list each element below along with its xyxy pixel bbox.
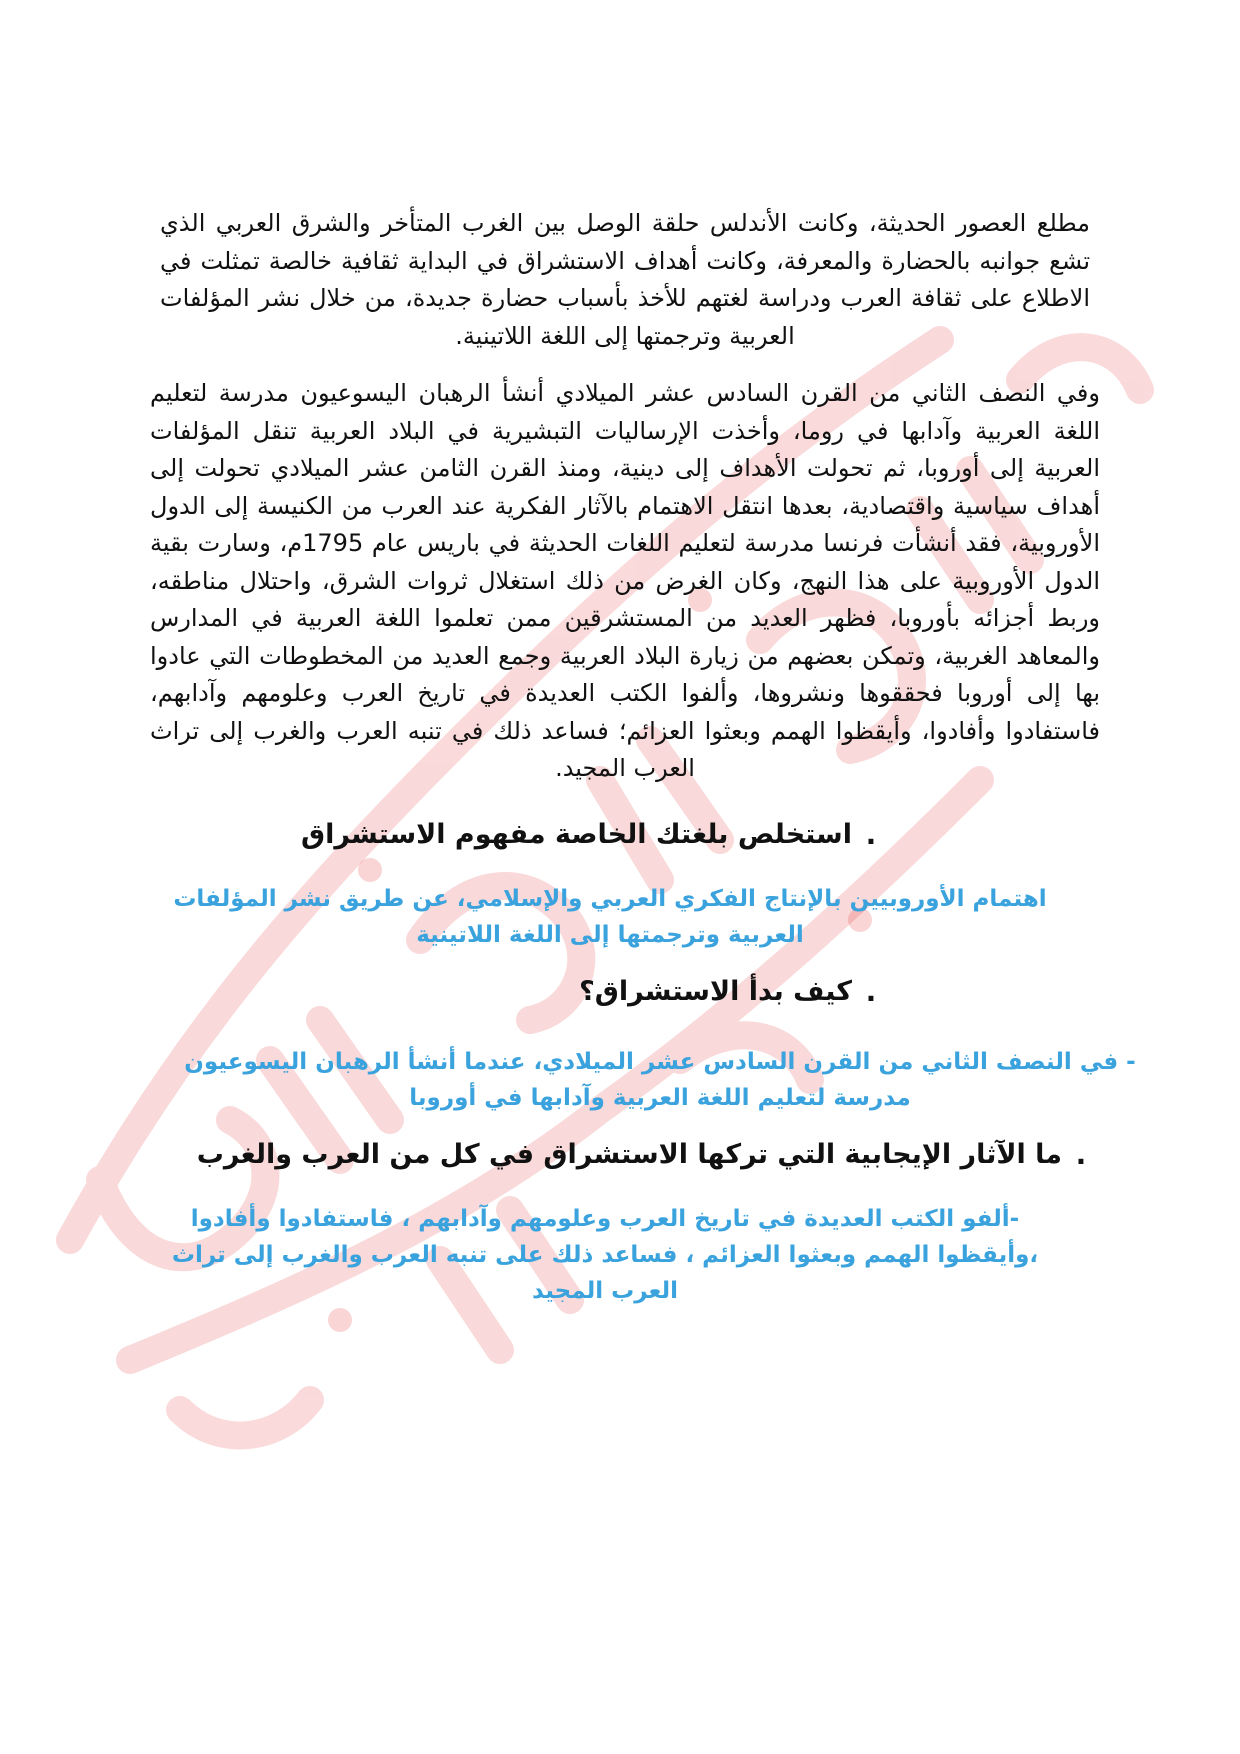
- bullet-icon: .: [865, 974, 877, 1008]
- answer-2: - في النصف الثاني من القرن السادس عشر الميلادي، عندما أنشأ الرهبان اليسوعيون مدرسة لتعليم اللغة العربية وآدابها في أوروبا: [184, 1048, 1136, 1111]
- history-paragraph: وفي النصف الثاني من القرن السادس عشر الميلادي أنشأ الرهبان اليسوعيون مدرسة لتعليم اللغة العربية وآدابها في روما، وأخذت الإرساليات التبشيرية في البلاد العربية تنقل المؤلفات العربية إلى أوروبا، ثم تحولت الأهداف إلى دينية، ومنذ القرن الثامن عشر الميلادي تحولت إلى أهداف سياسية واقتصادية، بعدها انتقل الاهتمام بالآثار الفكرية عند العرب من الكنيسة إلى الدول الأوروبية، فقد أنشأت فرنسا مدرسة لتعليم اللغات الحديثة في باريس عام 1795م، وسارت بقية الدول الأوروبية على هذا النهج، وكان الغرض من ذلك استغلال ثروات الشرق، واحتلال مناطقه، وربط أجزائه بأوروبا، فظهر العديد من المستشرقين ممن تعلموا اللغة العربية في المدارس والمعاهد الغربية، وتمكن بعضهم من زيارة البلاد العربية وجمع العديد من المخطوطات التي عادوا بها إلى أوروبا فحققوها ونشروها، وألفوا الكتب العديدة في تاريخ العرب وعلومهم وآدابهم، فاستفادوا وأفادوا، وأيقظوا الهمم وبعثوا العزائم؛ فساعد ذلك في تنبه العرب والغرب إلى تراث العرب المجيد.: [150, 379, 1100, 782]
- bullet-icon: .: [1075, 1137, 1087, 1171]
- intro-paragraph: مطلع العصور الحديثة، وكانت الأندلس حلقة الوصل بين الغرب المتأخر والشرق العربي الذي تشع جوانبه بالحضارة والمعرفة، وكانت أهداف الاستشراق في البداية ثقافية خالصة تمثلت في الاطلاع على ثقافة العرب ودراسة لغتهم للأخذ بأسباب حضارة جديدة، من خلال نشر المؤلفات العربية وترجمتها إلى اللغة اللاتينية.: [160, 209, 1090, 350]
- question-3-text: ما الآثار الإيجابية التي تركها الاستشراق في كل من العرب والغرب: [196, 1138, 1062, 1170]
- answer-1: اهتمام الأوروبيين بالإنتاج الفكري العربي والإسلامي، عن طريق نشر المؤلفات العربية وترجمتها إلى اللغة اللاتينية: [173, 885, 1047, 948]
- answer-3: -ألفو الكتب العديدة في تاريخ العرب وعلومهم وآدابهم ، فاستفادوا وأفادوا ،وأيقظوا الهمم وبعثوا العزائم ، فساعد ذلك على تنبه العرب والغرب إلى تراث العرب المجيد: [171, 1205, 1039, 1304]
- question-2: [150, 975, 1100, 1008]
- document-content: [150, 205, 1136, 1309]
- question-1: [150, 818, 1100, 851]
- question-1-text: استخلص بلغتك الخاصة مفهوم الاستشراق: [300, 818, 852, 850]
- question-3: [150, 1138, 1100, 1171]
- bullet-icon: .: [865, 817, 877, 851]
- question-2-text: كيف بدأ الاستشراق؟: [579, 975, 852, 1007]
